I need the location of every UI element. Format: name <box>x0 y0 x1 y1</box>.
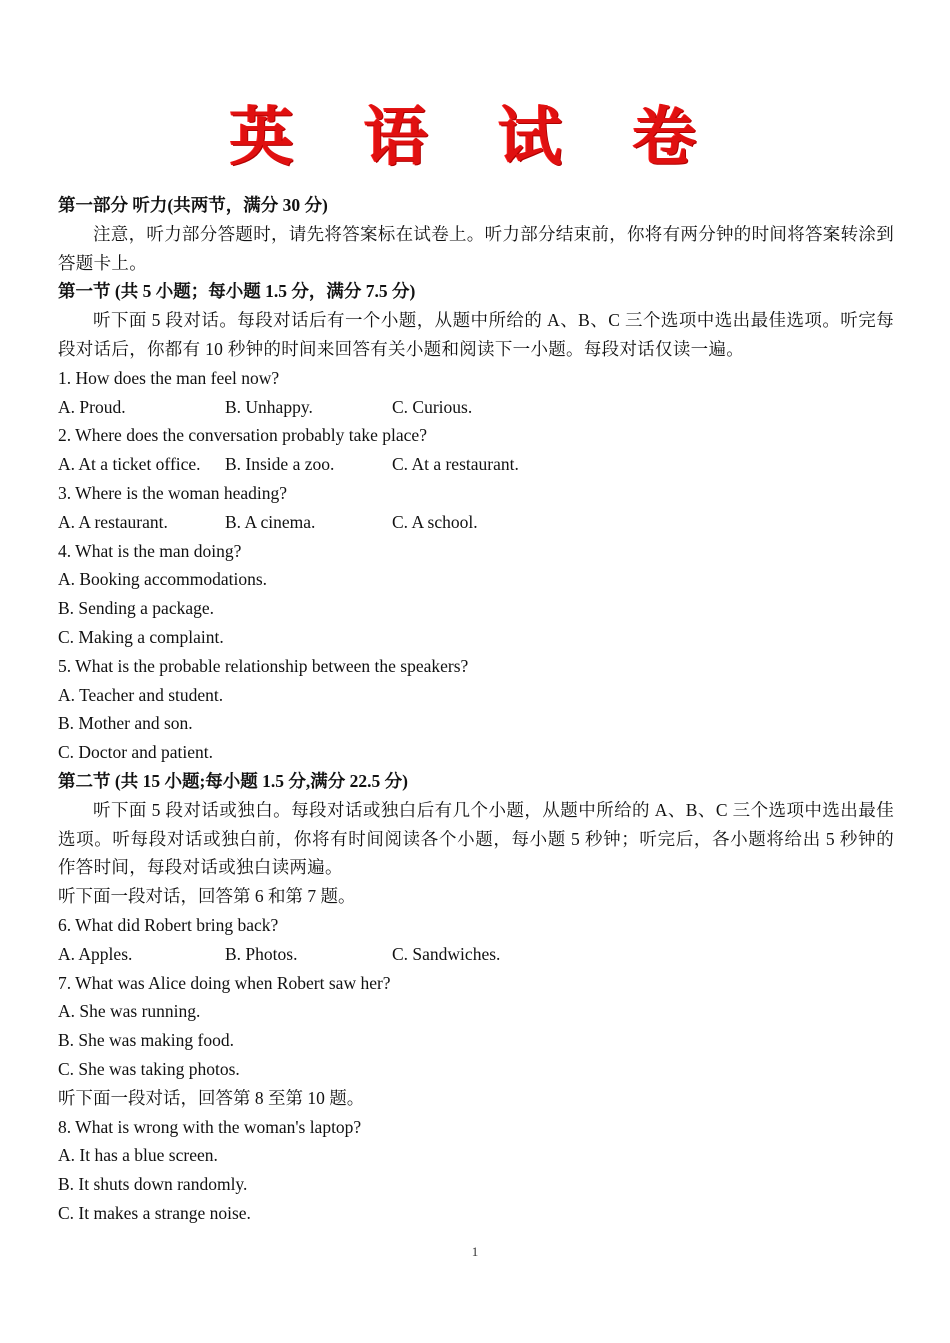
option-b: B. Photos. <box>225 943 298 964</box>
option-c: C. She was taking photos. <box>58 1058 240 1079</box>
option-c: C. At a restaurant. <box>392 454 519 475</box>
section1-instructions: 听下面 5 段对话。每段对话后有一个小题，从题中所给的 A、B、C 三个选项中选出最佳选项。听完每段对话后，你都有 10 秒钟的时间来回答有关小题和阅读下一小题。每段对话仅读一遍。 <box>58 310 894 359</box>
page-number: 1 <box>471 1244 479 1259</box>
section2-instructions: 听下面 5 段对话或独白。每段对话或独白后有几个小题，从题中所给的 A、B、C 三个选项中选出最佳选项。听每段对话或独白前，你将有时间阅读各个小题，每小题 5 秒钟；听完后，各小题将给出 5 秒钟的作答时间，每段对话或独白读两遍。 <box>58 799 894 878</box>
option-c: C. Curious. <box>392 396 473 417</box>
question-3: 3. Where is the woman heading? <box>58 482 288 503</box>
question-2: 2. Where does the conversation probably take place? <box>58 425 427 446</box>
section1-heading: 第一节 (共 5 小题；每小题 1.5 分，满分 7.5 分) <box>58 281 416 302</box>
section2-heading: 第二节 (共 15 小题;每小题 1.5 分,满分 22.5 分) <box>58 770 408 791</box>
option-a: A. She was running. <box>58 1001 201 1022</box>
question-2-options <box>58 450 894 479</box>
option-b: B. It shuts down randomly. <box>58 1174 248 1195</box>
option-b: B. Sending a package. <box>58 598 214 619</box>
part1-note: 注意，听力部分答题时，请先将答案标在试卷上。听力部分结束前，你将有两分钟的时间将答案转涂到答题卡上。 <box>58 223 894 273</box>
question-7: 7. What was Alice doing when Robert saw her? <box>58 972 391 993</box>
option-a: A. A restaurant. <box>58 511 168 532</box>
question-3-options <box>58 508 894 537</box>
option-b: B. She was making food. <box>58 1030 234 1051</box>
option-a: A. Teacher and student. <box>58 684 224 705</box>
option-a: A. Apples. <box>58 943 133 964</box>
option-a: A. Booking accommodations. <box>58 569 268 590</box>
option-c: C. Doctor and patient. <box>58 742 214 763</box>
part1-heading: 第一部分 听力(共两节，满分 30 分) <box>58 195 328 215</box>
exam-content <box>58 191 894 1228</box>
question-6-options <box>58 940 894 969</box>
question-5: 5. What is the probable relationship between the speakers? <box>58 655 469 676</box>
question-1-options <box>58 393 894 422</box>
page-title: 英 语 试 卷 <box>229 100 721 175</box>
question-6: 6. What did Robert bring back? <box>58 914 279 935</box>
option-a: A. At a ticket office. <box>58 454 201 475</box>
group2-intro: 听下面一段对话，回答第 8 至第 10 题。 <box>58 1087 365 1108</box>
question-1: 1. How does the man feel now? <box>58 367 280 388</box>
question-4: 4. What is the man doing? <box>58 540 242 561</box>
option-b: B. A cinema. <box>225 511 316 532</box>
option-a: A. It has a blue screen. <box>58 1145 218 1166</box>
group1-intro: 听下面一段对话，回答第 6 和第 7 题。 <box>58 886 356 907</box>
option-c: C. A school. <box>392 511 478 532</box>
option-b: B. Unhappy. <box>225 396 313 417</box>
option-c: C. Making a complaint. <box>58 626 224 647</box>
option-b: B. Mother and son. <box>58 713 193 734</box>
option-b: B. Inside a zoo. <box>225 454 335 475</box>
option-a: A. Proud. <box>58 396 126 417</box>
question-8: 8. What is wrong with the woman's laptop? <box>58 1116 362 1137</box>
option-c: C. It makes a strange noise. <box>58 1202 251 1223</box>
option-c: C. Sandwiches. <box>392 943 501 964</box>
